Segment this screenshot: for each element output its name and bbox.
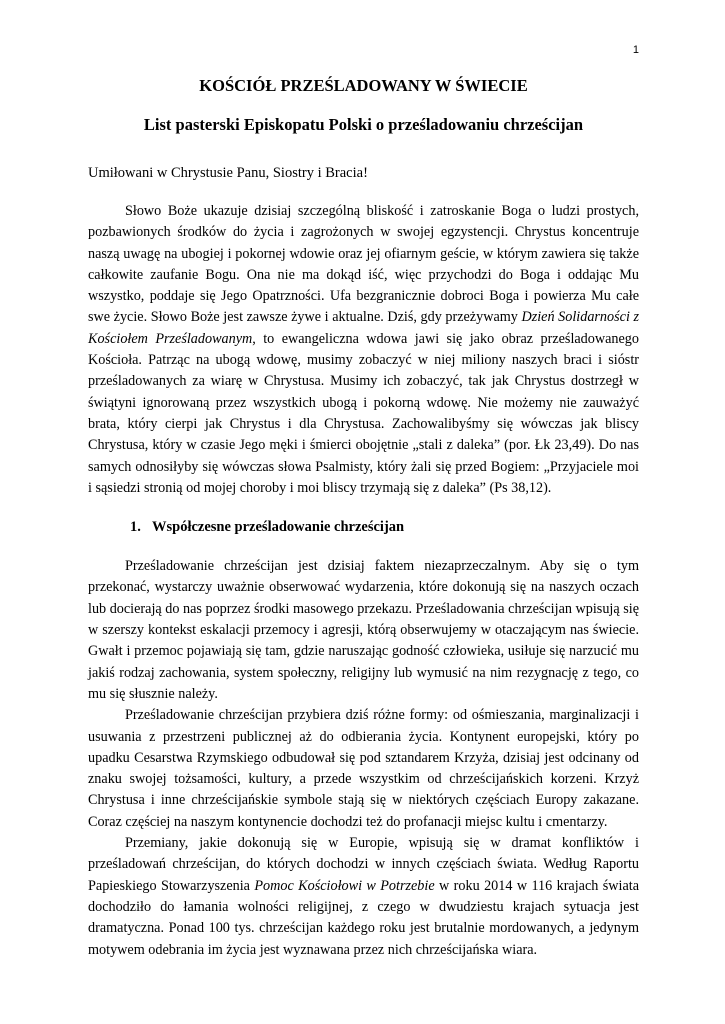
document-body <box>88 76 639 961</box>
intro-paragraph <box>88 201 639 499</box>
document-title: KOŚCIÓŁ PRZEŚLADOWANY W ŚWIECIE <box>199 76 528 95</box>
page-number: 1 <box>632 44 639 56</box>
greeting: Umiłowani w Chrystusie Panu, Siostry i Bracia! <box>88 165 368 181</box>
document-subtitle: List pasterski Episkopatu Polski o prześladowaniu chrześcijan <box>143 115 584 134</box>
section-1-paragraph-2: Prześladowanie chrześcijan przybiera dziś różne formy: od ośmieszania, marginalizacji i usuwania z przestrzeni publicznej aż do odbierania życia. Kontynent europejski, który po upadku Cesarstwa Rzymskiego odbudował się pod sztandarem Krzyża, dzisiaj jest odcinany od znaku swojej tożsamości, kultury, a przede wszystkim od chrześcijańskich korzeni. Krzyż Chrystusa i inne chrześcijańskie symbole stają się w niektórych częściach Europy zakazane. Coraz częściej na naszym kontynencie dochodzi też do profanacji miejsc kultu i cmentarzy. <box>88 707 639 830</box>
intro-emphasis: Dzień Solidarności z Kościołem Prześladowanym <box>88 309 639 347</box>
intro-text-a: Słowo Boże ukazuje dzisiaj szczególną bliskość i zatroskanie Boga o ludzi prostych, pozbawionych środków do życia i zagrożonych w swojej egzystencji. Chrystus koncentruje naszą uwagę na ubogiej i pokornej wdowie oraz jej ofiarnym geście, w którym zawiera się także całkowite zaufanie Bogu. Ona nie ma dokąd iść, więc przychodzi do Boga i oddając Mu wszystko, poddaje się Jego Opatrzności. Ufa bezgranicznie dobroci Boga i powierza Mu całe swe życie. Słowo Boże jest zawsze żywe i aktualne. Dziś, gdy przeżywamy <box>88 203 639 326</box>
section-1-p3-text-a: Przemiany, jakie dokonują się w Europie, wpisują się w dramat konfliktów i prześladowań chrześcijan, do których dochodzi w innych częściach świata. Według Raportu Papieskiego Stowarzyszenia <box>88 835 639 894</box>
section-1-number: 1. <box>130 519 141 536</box>
section-1-paragraph-3 <box>88 833 639 961</box>
intro-text-b: , to ewangeliczna wdowa jawi się jako obraz prześladowanego Kościoła. Patrząc na ubogą wdowę, musimy zobaczyć w niej miliony naszych braci i sióstr prześladowanych za wiarę w Chrystusa. Musimy ich zobaczyć, tak jak Chrystus dostrzegł w świątyni ignorowaną przez wszystkich ubogą i pokorną wdowę. Nie możemy nie zauważyć brata, który cierpi jak Chrystus i dla Chrystusa. Zachowalibyśmy się wówczas jak bliscy Chrystusa, który w czasie Jego męki i śmierci obojętnie „stali z daleka” (por. Łk 23,49). Do nas samych odnosiłyby się wówczas słowa Psalmisty, który żali się przed Bogiem: „Przyjaciele moi i sąsiedzi stronią od mojej choroby i moi bliscy trzymają się z daleka” (Ps 38,12). <box>88 330 639 496</box>
section-1-p3-emphasis: Pomoc Kościołowi w Potrzebie <box>254 877 435 894</box>
section-1-heading <box>130 517 639 537</box>
section-1-paragraph-1: Prześladowanie chrześcijan jest dzisiaj faktem niezaprzeczalnym. Aby się o tym przekonać, wystarczy uważnie obserwować wydarzenia, które dokonują się na naszych oczach lub docierają do nas poprzez środki masowego przekazu. Prześladowania chrześcijan wpisują się w szerszy kontekst eskalacji przemocy i agresji, którą obserwujemy w otaczającym nas świecie. Gwałt i przemoc pojawiają się tam, gdzie naruszając godność człowieka, usiłuje się narzucić mu jakiś rodzaj zachowania, system społeczny, religijny lub wymusić na nim rezygnację z tego, co mu się słusznie należy. <box>88 558 639 702</box>
section-1-p3-text-b: w roku 2014 w 116 krajach świata dochodziło do łamania wolności religijnej, z czego w dwudziestu krajach sytuacja jest dramatyczna. Ponad 100 tys. chrześcijan każdego roku jest brutalnie mordowanych, a jedynym motywem odebrania im życia jest wyznawana przez nich chrześcijańska wiara. <box>88 877 639 958</box>
section-1-title: Współczesne prześladowanie chrześcijan <box>152 519 405 536</box>
